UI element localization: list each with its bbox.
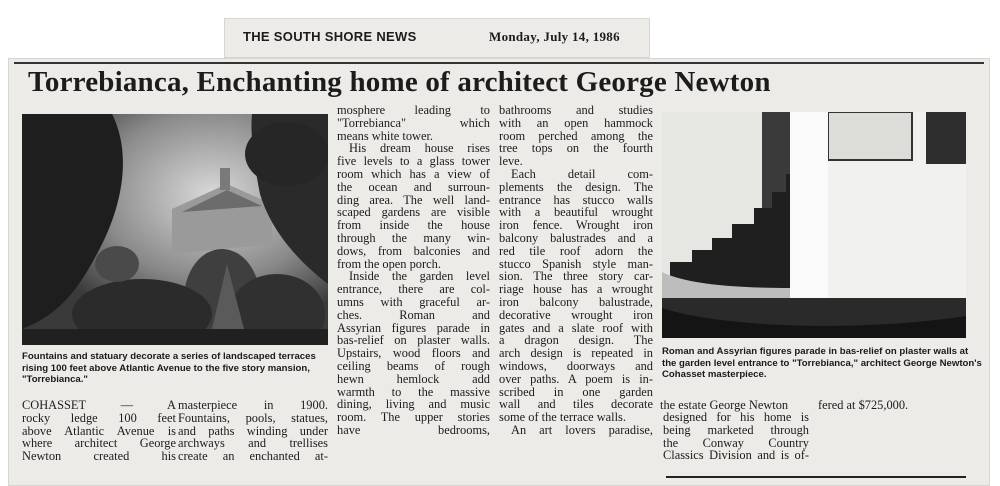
article-line: room which has a view of	[337, 166, 490, 181]
article-line: windows, doorways and	[499, 358, 653, 373]
newspaper-name: THE SOUTH SHORE NEWS	[243, 29, 417, 44]
article-line: some of the terrace walls.	[499, 410, 626, 425]
article-line: entrance, there are col-	[337, 282, 490, 297]
article-line: His dream house rises	[349, 141, 490, 156]
article-line: ches. Roman and	[337, 307, 490, 322]
article-line: COHASSET — A	[22, 398, 176, 412]
article-line: sion. The three story car-	[499, 269, 653, 284]
article-line: wall and tiles decorate	[499, 397, 653, 412]
article-line: umns with graceful ar-	[337, 294, 490, 309]
article-column-4	[499, 104, 653, 437]
column-end-rule	[666, 476, 966, 478]
publication-date: Monday, July 14, 1986	[489, 29, 620, 44]
article-line: the estate George Newton	[660, 398, 789, 412]
article-line: An art lovers paradise,	[511, 422, 653, 437]
article-line: being marketed through	[663, 422, 809, 437]
article-column-6	[818, 399, 948, 412]
article-line: from inside the house	[337, 218, 490, 233]
article-column-3	[337, 104, 490, 437]
article-line: over paths. A poem is in-	[499, 371, 653, 386]
article-line: red tile roof adorn the	[499, 243, 653, 258]
article-line: gates and a slate roof with	[499, 320, 653, 335]
article-line: decorative wrought iron	[499, 307, 653, 322]
article-line: room. The upper stories	[337, 410, 490, 425]
article-line: the Conway Country	[663, 435, 809, 450]
article-line: with an open hammock	[499, 115, 653, 130]
article-line: balcony balustrades and a	[499, 230, 653, 245]
article-line: Classics Division and is of-	[663, 448, 809, 463]
article-line: above Atlantic Avenue is	[22, 423, 176, 438]
article-line: rocky ledge 100 feet	[22, 410, 176, 425]
article-line: a dragon design. The	[499, 333, 653, 348]
garden-terraces-photo	[22, 114, 328, 345]
article-line: hewn hemlock add	[337, 371, 490, 386]
article-line: through the many win-	[337, 230, 490, 245]
left-photo-caption: Fountains and statuary decorate a series of landscaped terraces rising 100 feet above Atlantic Avenue to the five story mansion, "Torrebianca."	[22, 351, 316, 385]
article-line: iron fence. Wrought iron	[499, 218, 653, 233]
article-line: five levels to a glass tower	[337, 154, 490, 169]
article-line: have bedrooms,	[337, 422, 490, 437]
article-line: from the open porch.	[337, 256, 441, 271]
article-line: leve.	[499, 154, 523, 169]
article-line: "Torrebianca" which	[337, 115, 490, 130]
article-line: with a beautiful wrought	[499, 205, 653, 220]
article-headline: Torrebianca, Enchanting home of architect George Newton	[28, 66, 771, 98]
article-line: fered at $725,000.	[818, 398, 909, 412]
article-line: stucco Spanish style man-	[499, 256, 653, 271]
article-line: ceiling beams of rough	[337, 358, 490, 373]
article-line: warmth to the massive	[337, 384, 490, 399]
article-line: Upstairs, wood floors and	[337, 346, 490, 361]
article-line: Fountains, pools, statues,	[178, 410, 328, 425]
article-line: riage house has a wrought	[499, 282, 653, 297]
article-line: scribed in one garden	[499, 384, 653, 399]
article-line: plements the design. The	[499, 179, 653, 194]
article-line: and paths winding under	[178, 423, 328, 438]
article-line: bathrooms and studies	[499, 103, 653, 117]
article-line: ding area. The well land-	[337, 192, 490, 207]
article-line: masterpiece in 1900.	[178, 398, 328, 412]
headline-rule	[14, 62, 984, 64]
article-line: where architect George	[22, 436, 176, 451]
plaster-stairway-photo	[662, 112, 966, 338]
article-line: arch design is repeated in	[499, 346, 653, 361]
article-line: bas-relief on plaster walls.	[337, 333, 490, 348]
article-column-5	[663, 411, 809, 462]
article-line: mosphere leading to	[337, 103, 490, 117]
article-line: Assyrian figures parade in	[337, 320, 490, 335]
article-line: means white tower.	[337, 128, 434, 143]
article-line: Newton created his	[22, 449, 176, 464]
article-line: iron balcony balustrade,	[499, 294, 653, 309]
article-line: tree tops on the fourth	[499, 141, 653, 156]
article-line: room perched among the	[499, 128, 653, 143]
right-photo-caption: Roman and Assyrian figures parade in bas-relief on plaster walls at the garden level entrance to "Torrebianca," architect George Newton's Cohasset masterpiece.	[662, 346, 982, 380]
article-line: Each detail com-	[511, 166, 653, 181]
article-line: Inside the garden level	[349, 269, 490, 284]
article-line: designed for his home is	[663, 410, 809, 424]
article-line: scaped gardens are visible	[337, 205, 490, 220]
article-line: entrance has stucco walls	[499, 192, 653, 207]
article-line: archways and trellises	[178, 436, 328, 451]
article-column-1	[22, 399, 176, 463]
article-line: create an enchanted at-	[178, 449, 328, 464]
article-line: dining, living and music	[337, 397, 490, 412]
article-column-2	[178, 399, 328, 463]
article-line: the ocean and surroun-	[337, 179, 490, 194]
article-line: dows, from balconies and	[337, 243, 490, 258]
